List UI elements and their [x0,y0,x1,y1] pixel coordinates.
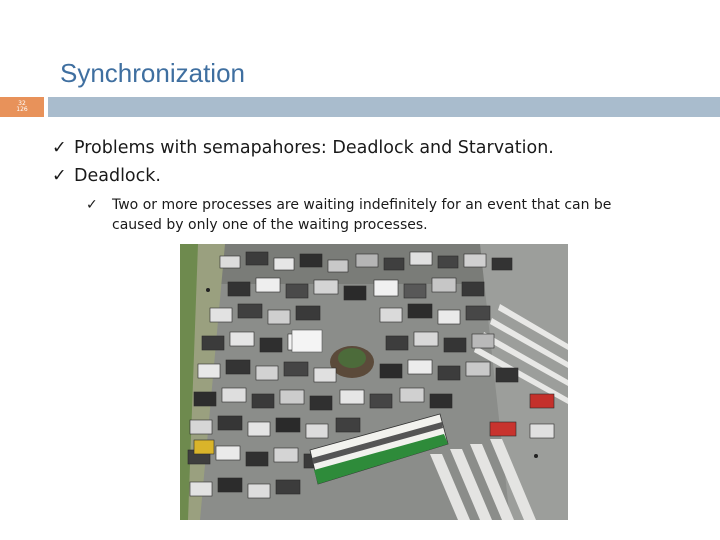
sub-bullet-line-1: Two or more processes are waiting indefinitely for an event that can be [112,197,612,213]
taxi-shape [194,440,214,454]
checkmark-icon: ✓ [52,166,67,186]
bullet-deadlock [52,166,161,186]
bullet-problems [52,138,554,158]
slide-number-bottom: 126 [16,106,28,113]
bullet-text: Deadlock. [74,166,161,186]
header-rule-bar [48,97,720,117]
checkmark-icon: ✓ [52,138,67,158]
checkmark-icon: ✓ [86,197,98,213]
slide-number [11,101,33,113]
sub-bullet-line-2: caused by only one of the waiting processes. [112,217,428,233]
slide-number-top: 32 [18,100,26,107]
traffic-jam-illustration [180,244,568,520]
traffic-jam-photo [180,244,568,520]
bullet-text: Problems with semapahores: Deadlock and Starvation. [74,138,554,158]
sub-bullet-definition [86,195,666,235]
slide-title: Synchronization [60,58,245,88]
